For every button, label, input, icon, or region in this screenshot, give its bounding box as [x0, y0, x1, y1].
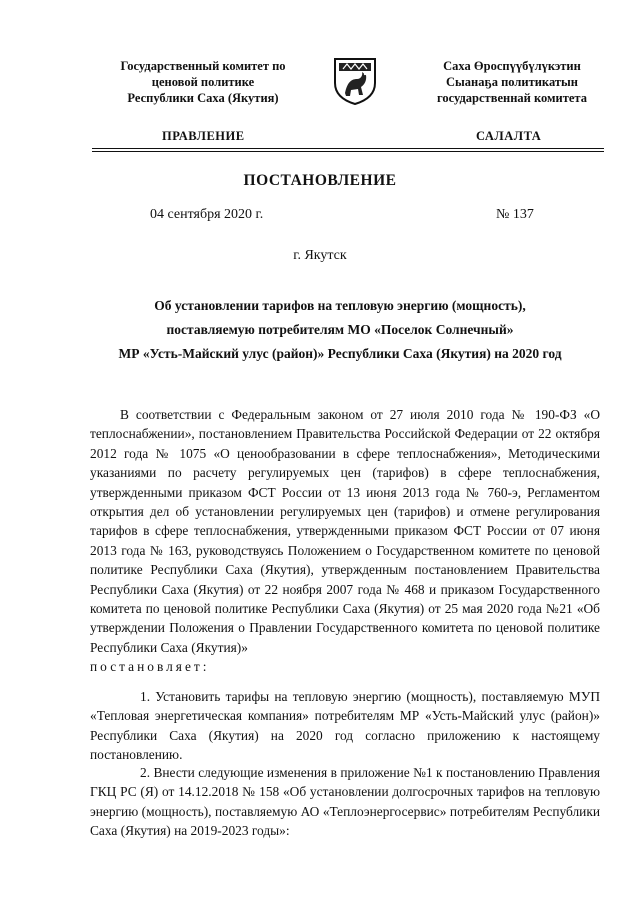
right-org-line: Саха Өроспүүбүлүкэтин: [443, 59, 581, 73]
left-unit-title: ПРАВЛЕНИЕ: [162, 129, 245, 143]
left-org-line: Государственный комитет по: [120, 59, 286, 73]
preamble-paragraph: [90, 405, 600, 677]
right-org-line: Сыанаҕа политикатын: [446, 75, 578, 89]
document-date: 04 сентября 2020 г.: [150, 207, 264, 222]
decree-item-1: 1. Установить тарифы на тепловую энергию (мощность), поставляемую МУП «Тепловая энергетическая компания» потребителям МР «Усть-Майский улус (район)» Республики Саха (Якутия) на 2020 год согласно приложению к настоящему постановлению.: [90, 689, 600, 763]
preamble-text: В соответствии с Федеральным законом от 27 июля 2010 года № 190-ФЗ «О теплоснабжении», постановлением Правительства Российской Федерации от 22 октября 2012 года № 1075 «О ценообразовании в сфере теплоснабжения», Методическими указаниями по расчету регулируемых цен (тарифов) в сфере теплоснабжения, утвержденными приказом ФСТ России от 13 июня 2013 года № 760-э, Регламентом открытия дел об установлении регулируемых цен (тарифов) и отмене регулирования тарифов в сфере теплоснабжения, утвержденными приказом ФСТ России от 07 июня 2013 года № 163, руководствуясь Положением о Государственном комитете по ценовой политике Республики Саха (Якутия), утвержденным постановлением Правительства Республики Саха (Якутия) от 22 ноября 2007 года № 468 и приказом Государственного комитета по ценовой политике Республики Саха (Якутия) от 25 мая 2020 года №21 «Об утверждении Положения о Правлении Государственного комитета по ценовой политике Республики Саха (Якутия)»: [90, 407, 600, 655]
left-org-name: [98, 58, 308, 106]
left-org-line: Республики Саха (Якутия): [127, 91, 279, 105]
header-divider-thin: [92, 151, 604, 152]
subject-line: Об установлении тарифов на тепловую энергию (мощность),: [154, 298, 526, 313]
document-type-title: ПОСТАНОВЛЕНИЕ: [243, 172, 397, 189]
right-unit-title: САЛАЛТА: [476, 129, 542, 143]
decree-word: постановляет:: [90, 659, 210, 675]
coat-of-arms-emblem: [331, 55, 379, 105]
subject-line: поставляемую потребителям МО «Поселок Солнечный»: [166, 322, 514, 337]
decree-item-2: 2. Внести следующие изменения в приложение №1 к постановлению Правления ГКЦ РС (Я) от 14.12.2018 № 158 «Об установлении долгосрочных тарифов на тепловую энергию (мощность), поставляемую АО «Теплоэнергосервис» потребителям Республики Саха (Якутия) на 2019-2023 годы»:: [90, 765, 600, 839]
left-org-line: ценовой политике: [151, 75, 255, 89]
subject-line: МР «Усть-Майский улус (район)» Республики Саха (Якутия) на 2020 год: [118, 346, 562, 361]
document-number: № 137: [496, 207, 534, 222]
right-org-line: государственнай комитета: [437, 91, 587, 105]
header-divider: [92, 148, 604, 149]
document-subject: [100, 294, 580, 366]
document-city: г. Якутск: [293, 248, 347, 263]
right-org-name: [402, 58, 622, 106]
